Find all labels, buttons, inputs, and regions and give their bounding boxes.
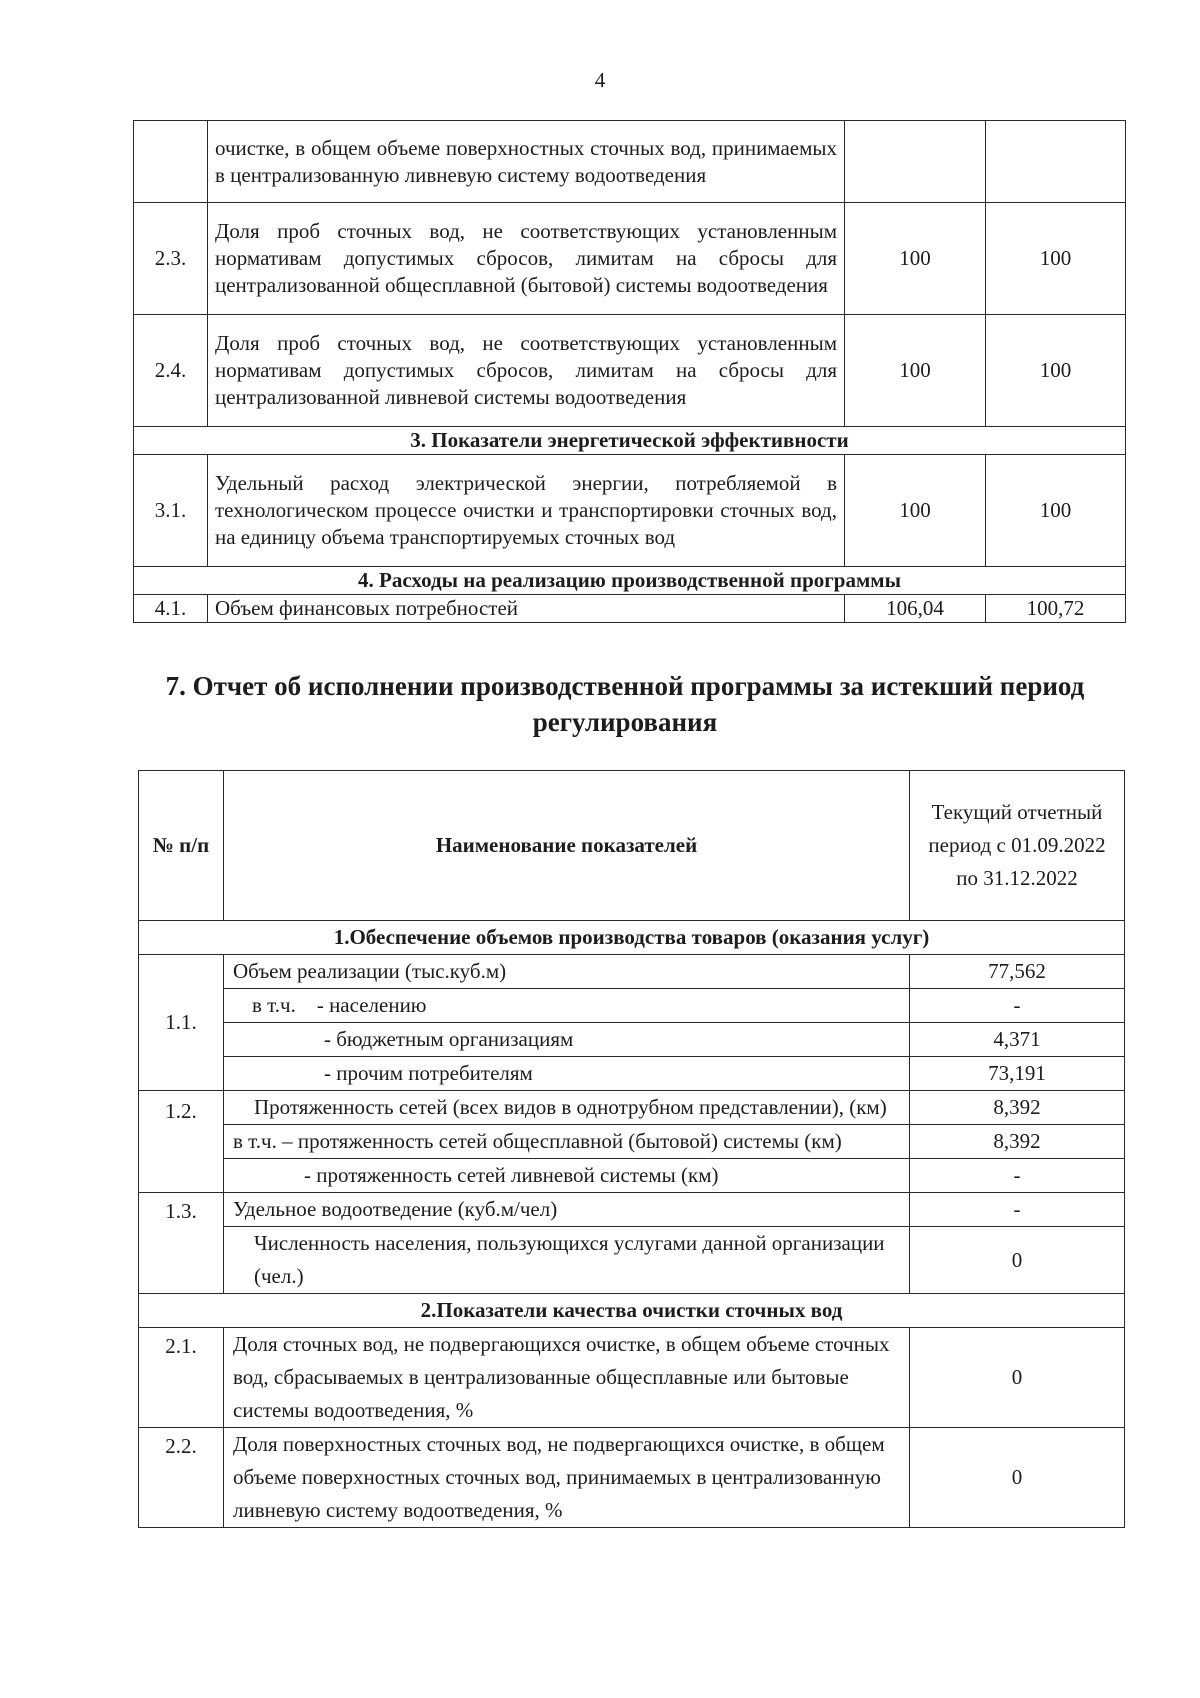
row-number: 1.3.: [139, 1193, 224, 1294]
indicator-name: Объем финансовых потребностей: [208, 595, 845, 623]
section-row: [139, 921, 1125, 955]
indicator-value: -: [910, 989, 1125, 1023]
section-7-heading: 7. Отчет об исполнении производственной программы за истекший период регулирования: [165, 671, 1085, 737]
indicator-value: 0: [910, 1428, 1125, 1528]
indicator-name: в т.ч. - населению: [224, 989, 910, 1023]
indicator-name: - прочим потребителям: [224, 1057, 910, 1091]
row-number: 2.2.: [139, 1428, 224, 1528]
indicator-name: очистке, в общем объеме поверхностных сточных вод, принимаемых в централизованную ливневую систему водоотведения: [208, 121, 845, 203]
indicator-value: 0: [910, 1328, 1125, 1428]
indicator-value: 73,191: [910, 1057, 1125, 1091]
table-row: [139, 1023, 1125, 1057]
indicator-value: -: [910, 1159, 1125, 1193]
column-header-number: № п/п: [139, 771, 224, 921]
row-number: 4.1.: [134, 595, 208, 623]
row-number: 3.1.: [134, 455, 208, 567]
column-header-indicator: Наименование показателей: [224, 771, 910, 921]
section-row: [139, 1294, 1125, 1328]
table-row: [139, 1057, 1125, 1091]
section-title: 3. Показатели энергетической эффективности: [134, 427, 1126, 455]
section-title: 1.Обеспечение объемов производства товаров (оказания услуг): [139, 921, 1125, 955]
table-row: [139, 1227, 1125, 1294]
section-title: 2.Показатели качества очистки сточных вод: [139, 1294, 1125, 1328]
indicator-value: 8,392: [910, 1091, 1125, 1125]
indicator-name: Доля проб сточных вод, не соответствующих установленным нормативам допустимых сбросов, лимитам на сбросы для централизованной общесплавной (бытовой) системы водоотведения: [208, 203, 845, 315]
table-row: [139, 955, 1125, 989]
table-row: [139, 1091, 1125, 1125]
table-row: [134, 595, 1126, 623]
indicator-name: Удельное водоотведение (куб.м/чел): [224, 1193, 910, 1227]
table-row: [139, 1125, 1125, 1159]
indicator-name: - бюджетным организациям: [224, 1023, 910, 1057]
row-number: 2.4.: [134, 315, 208, 427]
table-row: [134, 121, 1126, 203]
indicator-name: - протяженность сетей ливневой системы (км): [224, 1159, 910, 1193]
indicator-value: 8,392: [910, 1125, 1125, 1159]
indicator-name: Удельный расход электрической энергии, потребляемой в технологическом процессе очистки и транспортировки сточных вод, на единицу объема транспортируемых сточных вод: [208, 455, 845, 567]
indicator-value: -: [910, 1193, 1125, 1227]
indicator-value: 100: [845, 315, 986, 427]
indicator-value: [986, 121, 1126, 203]
program-execution-report-table: [138, 770, 1125, 1528]
indicator-name: Численность населения, пользующихся услугами данной организации (чел.): [224, 1227, 910, 1294]
page-number: 4: [594, 68, 606, 92]
indicator-name: Объем реализации (тыс.куб.м): [224, 955, 910, 989]
indicator-value: 100,72: [986, 595, 1126, 623]
row-number: [134, 121, 208, 203]
table-row: [134, 455, 1126, 567]
table-row: [139, 1328, 1125, 1428]
indicator-name: Доля проб сточных вод, не соответствующих установленным нормативам допустимых сбросов, лимитам на сбросы для централизованной ливневой системы водоотведения: [208, 315, 845, 427]
indicator-value: 106,04: [845, 595, 986, 623]
indicator-value: [845, 121, 986, 203]
indicator-value: 100: [986, 203, 1126, 315]
indicator-value: 100: [986, 315, 1126, 427]
section-row: [134, 427, 1126, 455]
production-program-table-continued: [133, 120, 1126, 623]
indicator-value: 100: [986, 455, 1126, 567]
row-number: 2.3.: [134, 203, 208, 315]
row-number: 1.1.: [139, 955, 224, 1091]
section-row: [134, 567, 1126, 595]
row-number: 2.1.: [139, 1328, 224, 1428]
table-header-row: [139, 771, 1125, 921]
table-row: [134, 315, 1126, 427]
row-number: 1.2.: [139, 1091, 224, 1193]
indicator-value: 100: [845, 455, 986, 567]
indicator-name: Доля сточных вод, не подвергающихся очистке, в общем объеме сточных вод, сбрасываемых в централизованные общесплавные или бытовые системы водоотведения, %: [224, 1328, 910, 1428]
indicator-name: Доля поверхностных сточных вод, не подвергающихся очистке, в общем объеме поверхностных сточных вод, принимаемых в централизованную ливневую систему водоотведения, %: [224, 1428, 910, 1528]
table-row: [139, 1193, 1125, 1227]
table-row: [134, 203, 1126, 315]
indicator-value: 0: [910, 1227, 1125, 1294]
indicator-value: 4,371: [910, 1023, 1125, 1057]
indicator-value: 100: [845, 203, 986, 315]
indicator-value: 77,562: [910, 955, 1125, 989]
column-header-period: Текущий отчетный период с 01.09.2022 по 31.12.2022: [910, 771, 1125, 921]
table-row: [139, 1159, 1125, 1193]
table-row: [139, 1428, 1125, 1528]
indicator-name: Протяженность сетей (всех видов в однотрубном представлении), (км): [224, 1091, 910, 1125]
table-row: [139, 989, 1125, 1023]
section-title: 4. Расходы на реализацию производственной программы: [134, 567, 1126, 595]
indicator-name: в т.ч. – протяженность сетей общесплавной (бытовой) системы (км): [224, 1125, 910, 1159]
